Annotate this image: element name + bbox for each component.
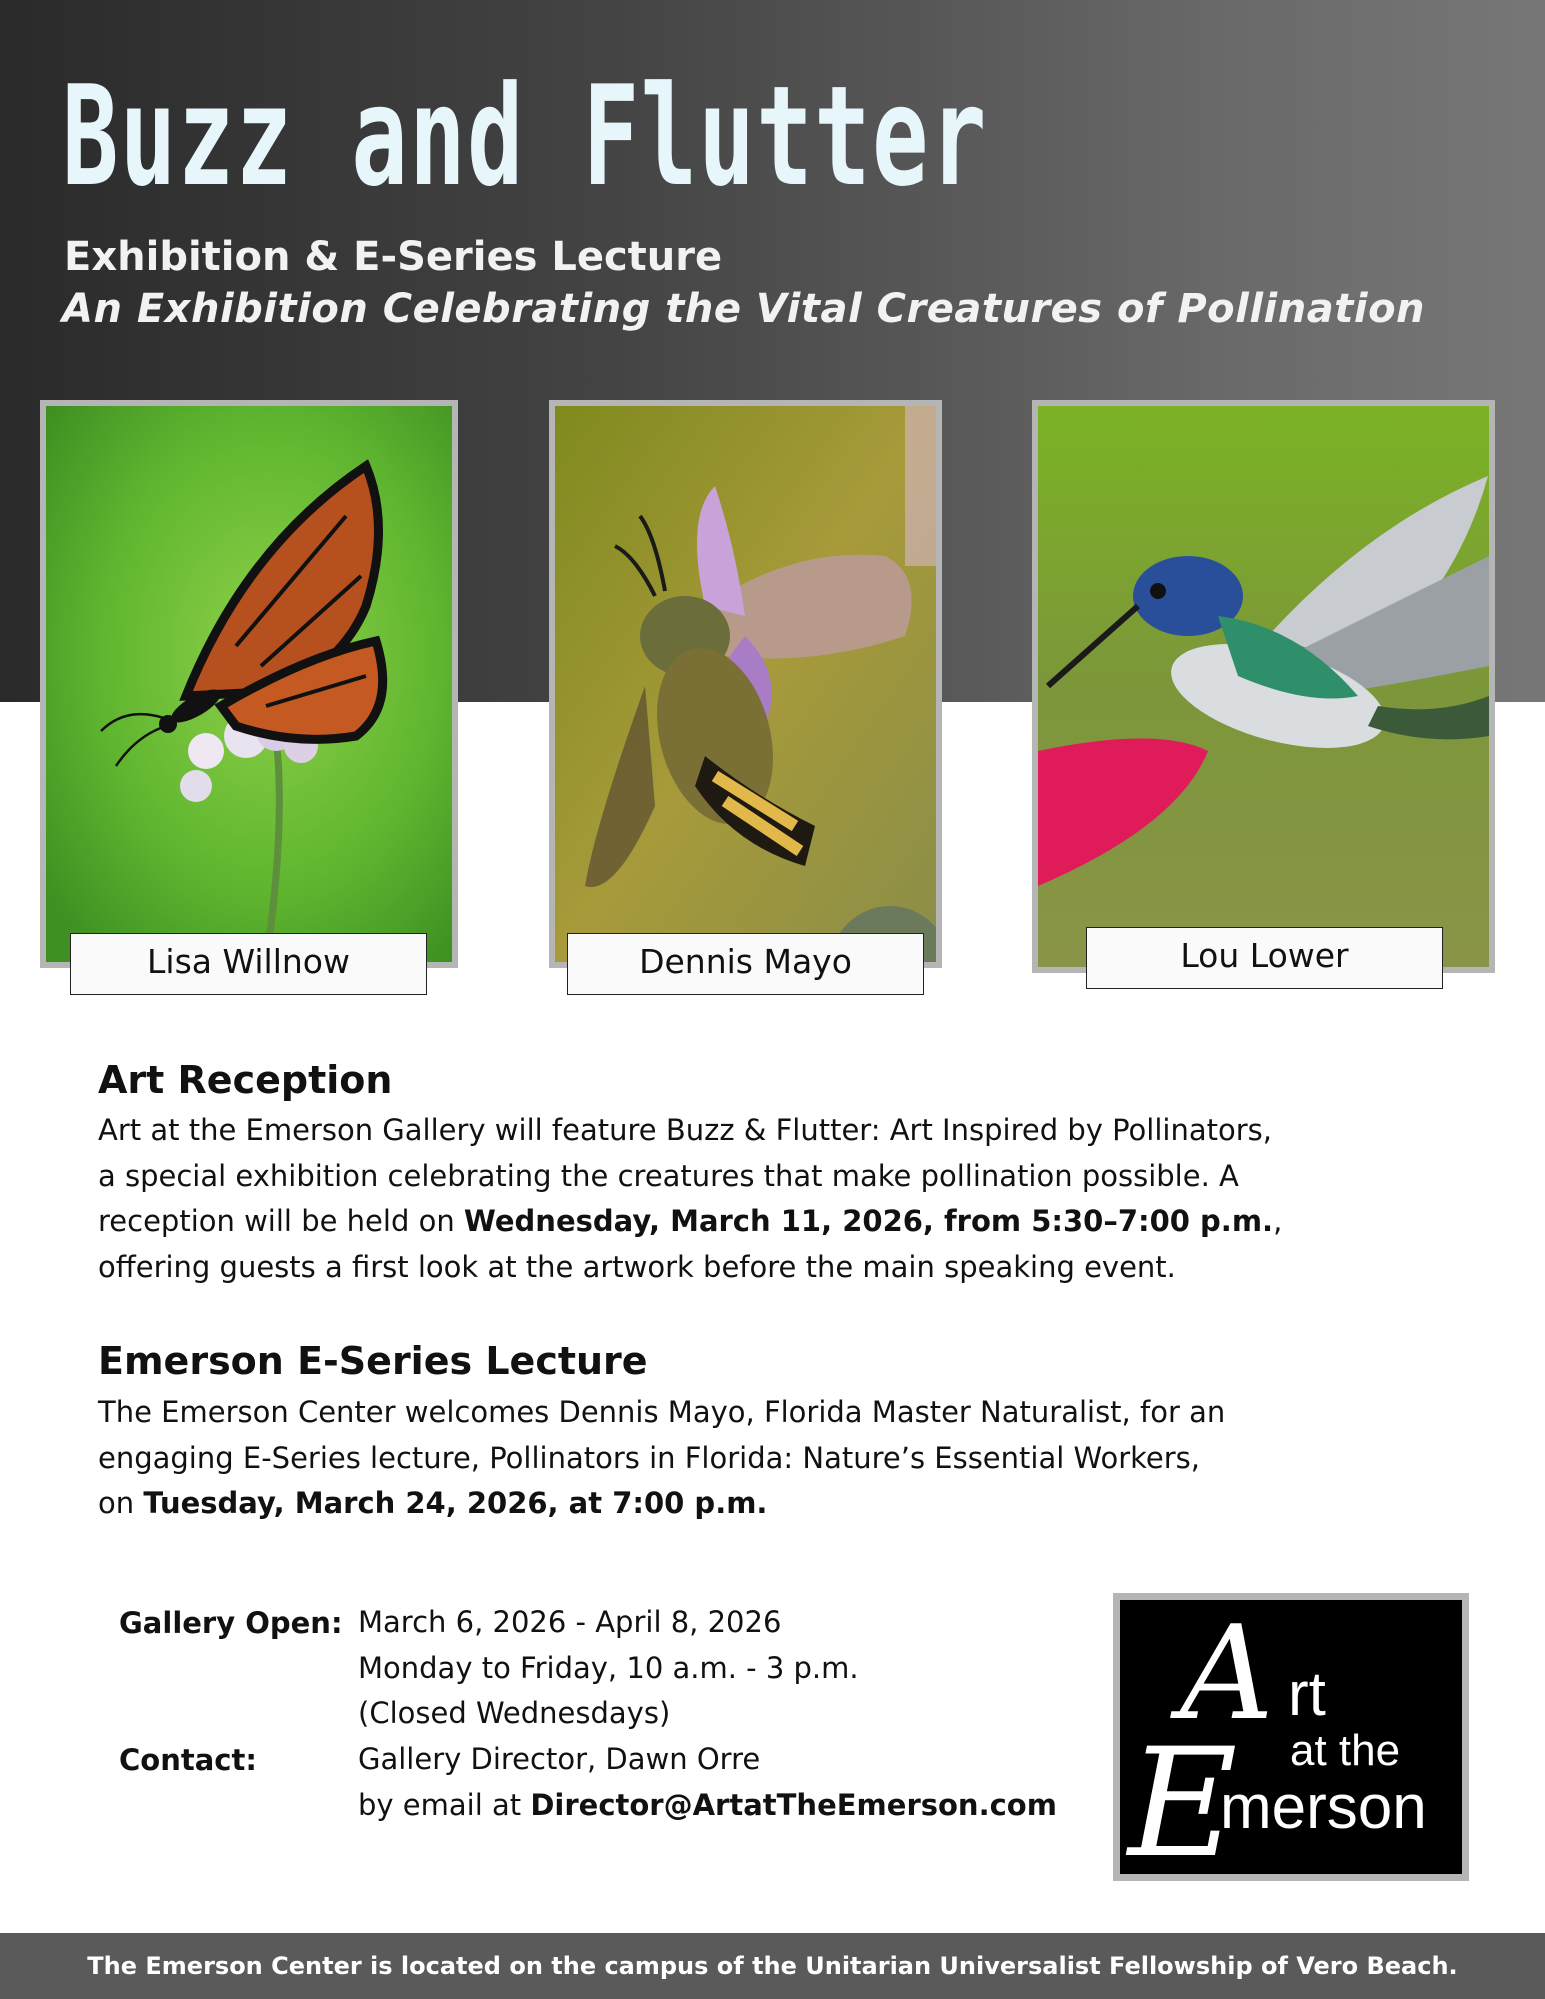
reception-heading: Art Reception (98, 1058, 393, 1102)
contact-email-pre: by email at (358, 1787, 531, 1822)
logo-rt: rt (1288, 1660, 1326, 1729)
lecture-line-3-pre: on (98, 1486, 144, 1520)
artist-caption-dennis-mayo: Dennis Mayo (567, 933, 924, 995)
bee-photo (549, 400, 942, 968)
logo-merson: merson (1220, 1773, 1427, 1842)
lecture-line-1: The Emerson Center welcomes Dennis Mayo, Florida Master Naturalist, for an (98, 1395, 1226, 1429)
hummingbird-photo (1032, 400, 1495, 973)
lecture-line-3 (98, 1481, 1398, 1527)
gallery-dates: March 6, 2026 - April 8, 2026 (358, 1605, 782, 1639)
art-at-the-emerson-logo (1113, 1593, 1469, 1881)
page-subtitle: Exhibition & E-Series Lecture (64, 234, 723, 280)
gallery-open-label: Gallery Open: (119, 1606, 343, 1640)
lecture-line-2: engaging E-Series lecture, Pollinators in Florida: Nature’s Essential Workers, (98, 1440, 1200, 1475)
gallery-open-details (358, 1600, 859, 1737)
page-title: Buzz and Flutter (62, 56, 988, 217)
contact-email-link[interactable]: Director@ArtatTheEmerson.com (530, 1787, 1057, 1822)
contact-details (358, 1737, 1057, 1828)
lecture-heading: Emerson E-Series Lecture (98, 1339, 648, 1383)
reception-line-3-post: , (1273, 1204, 1283, 1238)
reception-paragraph (98, 1108, 1398, 1290)
artist-caption-lisa-willnow: Lisa Willnow (70, 933, 427, 995)
reception-line-1: Art at the Emerson Gallery will feature Buzz & Flutter: Art Inspired by Pollinators, (98, 1113, 1272, 1147)
lecture-paragraph (98, 1390, 1398, 1527)
gallery-hours: Monday to Friday, 10 a.m. - 3 p.m. (358, 1650, 859, 1685)
logo-icon (1120, 1600, 1462, 1874)
butterfly-photo-icon (46, 406, 452, 962)
footer-note: The Emerson Center is located on the campus of the Unitarian Universalist Fellowship of Vero Beach. (0, 1933, 1545, 1999)
contact-person: Gallery Director, Dawn Orre (358, 1742, 761, 1776)
lecture-datetime: Tuesday, March 24, 2026, at 7:00 p.m. (143, 1486, 768, 1520)
reception-line-4: offering guests a first look at the artwork before the main speaking event. (98, 1249, 1176, 1284)
bee-photo-icon (555, 406, 936, 962)
reception-line-2: a special exhibition celebrating the creatures that make pollination possible. A (98, 1158, 1239, 1193)
reception-line-3-pre: reception will be held on (98, 1204, 464, 1238)
contact-label: Contact: (119, 1743, 257, 1777)
artist-caption-lou-lower: Lou Lower (1086, 927, 1443, 989)
reception-datetime: Wednesday, March 11, 2026, from 5:30–7:00 p.m. (463, 1204, 1274, 1238)
page-tagline: An Exhibition Celebrating the Vital Creatures of Pollination (62, 286, 1426, 332)
hummingbird-photo-icon (1038, 406, 1489, 967)
gallery-closed-note: (Closed Wednesdays) (358, 1696, 671, 1730)
logo-letter-e: E (1128, 1717, 1238, 1874)
reception-line-3 (98, 1199, 1398, 1245)
butterfly-photo (40, 400, 458, 968)
logo-at-the: at the (1290, 1726, 1401, 1775)
logo-letter-a: A (1180, 1600, 1274, 1749)
contact-email-line (358, 1783, 1057, 1829)
